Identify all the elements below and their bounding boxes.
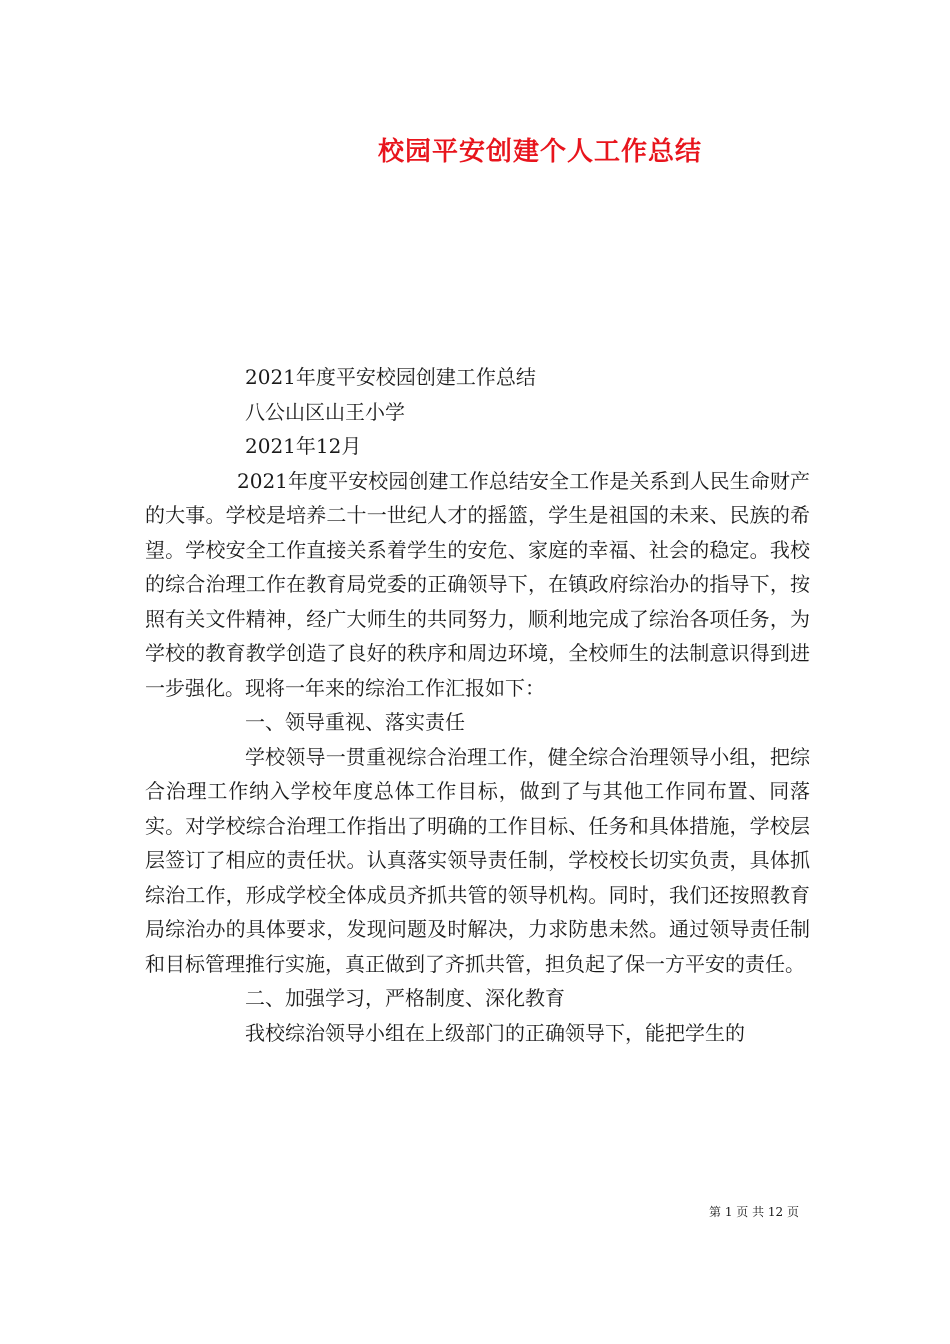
section1-paragraph: 学校领导一贯重视综合治理工作，健全综合治理领导小组，把综合治理工作纳入学校年度总体工作目标，做到了与其他工作同布置、同落实。对学校综合治理工作指出了明确的工作目标、任务和具体措施，学校层层签订了相应的责任状。认真落实领导责任制，学校校长切实负责，具体抓综治工作，形成学校全体成员齐抓共管的领导机构。同时，我们还按照教育局综治办的具体要求，发现问题及时解决，力求防患未然。通过领导责任制和目标管理推行实施，真正做到了齐抓共管，担负起了保一方平安的责任。: [145, 744, 810, 976]
document-title: 校园平安创建个人工作总结: [377, 137, 702, 167]
section2-heading: 二、加强学习，严格制度、深化教育: [245, 986, 565, 1010]
intro-paragraph: 2021年度平安校园创建工作总结安全工作是关系到人民生命财产的大事。学校是培养二十一世纪人才的摇篮，学生是祖国的未来、民族的希望。学校安全工作直接关系着学生的安危、家庭的幸福、社会的稳定。我校的综合治理工作在教育局党委的正确领导下，在镇政府综治办的指导下，按照有关文件精神，经广大师生的共同努力，顺利地完成了综治各项任务，为学校的教育教学创造了良好的秩序和周边环境，全校师生的法制意识得到进一步强化。现将一年来的综治工作汇报如下：: [145, 468, 810, 700]
section2-paragraph: 我校综治领导小组在上级部门的正确领导下，能把学生的: [245, 1020, 745, 1045]
page-number: 第 1 页 共 12 页: [709, 1205, 799, 1219]
section1-heading: 一、领导重视、落实责任: [245, 710, 465, 734]
document-body: [145, 360, 810, 1050]
heading-line-school: 八公山区山王小学: [245, 399, 405, 424]
heading-line-title: 2021年度平安校园创建工作总结: [245, 365, 536, 389]
heading-line-date: 2021年12月: [245, 434, 362, 458]
